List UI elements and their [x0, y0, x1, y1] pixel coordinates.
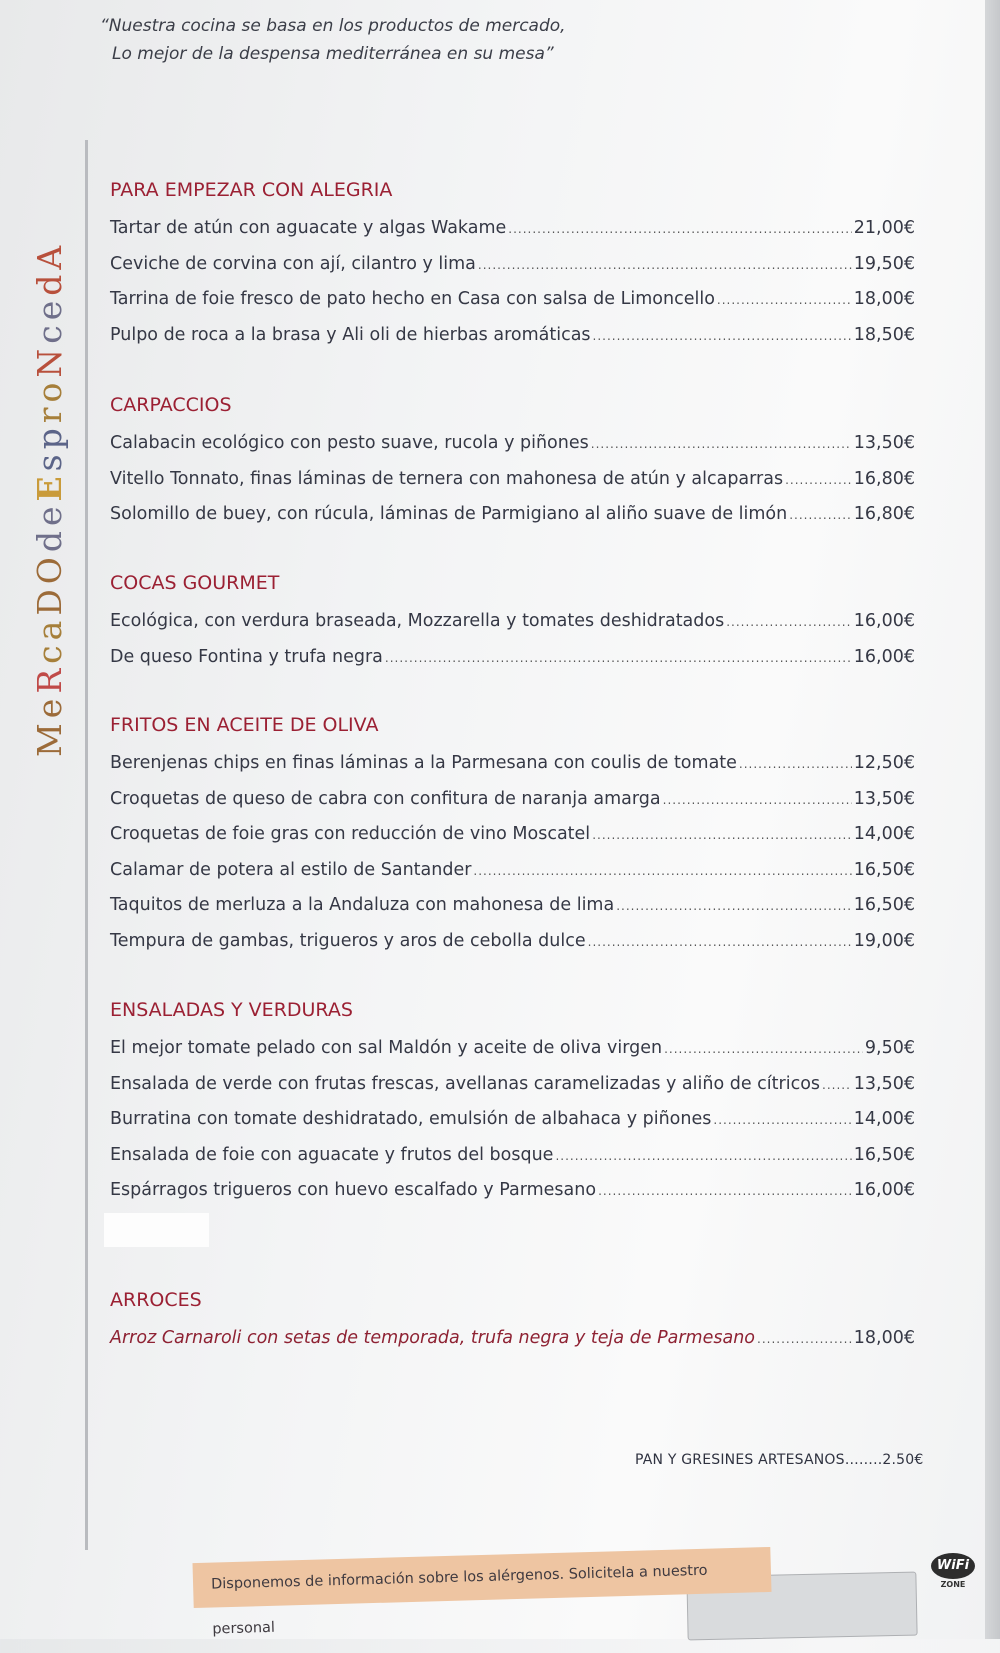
- section-title: PARA EMPEZAR CON ALEGRIA: [110, 179, 393, 201]
- logo-part: N: [30, 343, 69, 378]
- item-price: 18,50€: [853, 324, 915, 345]
- logo-part: Me: [30, 693, 69, 757]
- wifi-zone-label: ZONE: [940, 1580, 966, 1589]
- item-price: 13,50€: [853, 1073, 915, 1094]
- item-name: Solomillo de buey, con rúcula, láminas de Parmigiano al aliño suave de limón: [110, 504, 788, 524]
- item-price: 16,00€: [853, 646, 915, 667]
- item-price: 21,00€: [853, 218, 915, 238]
- item-price: 16,50€: [853, 895, 915, 915]
- dot-leader: [739, 747, 852, 782]
- item-name: Ecológica, con verdura braseada, Mozzarella y tomates deshidratados: [110, 611, 725, 631]
- item-name: Tarrina de foie fresco de pato hecho en Casa con salsa de Limoncello: [110, 289, 715, 309]
- menu-item: [110, 1173, 915, 1209]
- restaurant-logo: [30, 241, 70, 757]
- section-carpaccios: [110, 392, 915, 533]
- menu-item: [110, 426, 915, 462]
- menu-item: [110, 1321, 915, 1357]
- dot-leader: [785, 463, 852, 498]
- dot-leader: [726, 605, 852, 640]
- logo-part: sp: [30, 423, 69, 472]
- item-price: 14,00€: [853, 1109, 915, 1129]
- item-name: Ensalada de foie con aguacate y frutos del bosque: [110, 1144, 554, 1165]
- dot-leader: [592, 818, 852, 853]
- logo-part: dA: [30, 240, 69, 296]
- vertical-divider: [85, 140, 88, 1550]
- item-price: 16,50€: [853, 1144, 915, 1165]
- item-name: Calamar de potera al estilo de Santander: [110, 859, 472, 880]
- logo-part: DO: [30, 552, 69, 616]
- menu-item: [110, 924, 915, 960]
- section-title: ARROCES: [110, 1289, 202, 1311]
- section-cocas-gourmet: [110, 570, 915, 675]
- menu-item: [110, 462, 915, 498]
- logo-part: ca: [30, 615, 69, 664]
- item-name: Espárragos trigueros con huevo escalfado y Parmesano: [110, 1180, 597, 1200]
- menu-item: [110, 817, 915, 853]
- menu-item: [110, 211, 915, 247]
- dot-leader: [473, 854, 851, 889]
- section-title: COCAS GOURMET: [110, 572, 280, 594]
- menu-item: [110, 247, 915, 283]
- section-title: FRITOS EN ACEITE DE OLIVA: [110, 714, 379, 736]
- menu-item: [110, 1138, 915, 1174]
- menu-item: [110, 746, 915, 782]
- item-name: Vitello Tonnato, finas láminas de ternera con mahonesa de atún y alcaparras: [110, 468, 784, 489]
- menu-item: [110, 1067, 915, 1103]
- menu-item: [110, 282, 915, 318]
- dot-leader: [789, 498, 852, 533]
- item-price: 18,00€: [853, 289, 915, 309]
- dot-leader: [713, 1103, 851, 1138]
- item-price: 16,00€: [853, 611, 915, 631]
- menu-item: [110, 318, 915, 354]
- item-price: 18,00€: [853, 1328, 915, 1348]
- item-price: 16,50€: [853, 859, 915, 880]
- logo-part: ce: [30, 295, 69, 344]
- menu-item: [110, 640, 915, 676]
- logo-part: de: [30, 501, 69, 553]
- item-name: Croquetas de queso de cabra con confitura de naranja amarga: [110, 788, 661, 809]
- dot-leader: [598, 1174, 852, 1209]
- section-ensaladas: [110, 997, 915, 1209]
- redacted-line: [104, 1213, 209, 1247]
- logo-part: ro: [30, 377, 69, 424]
- item-name: Pulpo de roca a la brasa y Ali oli de hierbas aromáticas: [110, 324, 591, 345]
- dot-leader: [508, 212, 851, 247]
- item-name: Croquetas de foie gras con reducción de vino Moscatel: [110, 824, 591, 844]
- dot-leader: [616, 889, 852, 924]
- item-price: 16,80€: [853, 468, 915, 489]
- item-price: 16,80€: [853, 504, 915, 524]
- bread-price-note: PAN Y GRESINES ARTESANOS……..2.50€: [635, 1452, 924, 1468]
- dot-leader: [591, 427, 852, 462]
- menu-item: [110, 604, 915, 640]
- dot-leader: [555, 1139, 851, 1174]
- item-name: De queso Fontina y trufa negra: [110, 646, 383, 667]
- item-price: 19,50€: [853, 253, 915, 274]
- item-price: 19,00€: [853, 930, 915, 951]
- logo-part: R: [30, 663, 69, 694]
- item-price: 16,00€: [853, 1180, 915, 1200]
- page-edge-shadow: [985, 0, 1000, 1639]
- menu-item: [110, 1102, 915, 1138]
- dot-leader: [385, 641, 852, 676]
- item-name: Tartar de atún con aguacate y algas Wakame: [110, 218, 507, 238]
- item-name: Ensalada de verde con frutas frescas, avellanas caramelizadas y aliño de cítricos: [110, 1073, 821, 1094]
- item-name: Calabacin ecológico con pesto suave, rucola y piñones: [110, 433, 589, 453]
- motto-line-2: Lo mejor de la despensa mediterránea en su mesa”: [112, 44, 554, 64]
- dot-leader: [478, 248, 852, 283]
- item-name: Taquitos de merluza a la Andaluza con mahonesa de lima: [110, 895, 615, 915]
- dot-leader: [822, 1068, 852, 1103]
- wifi-icon: WiFi: [931, 1553, 975, 1579]
- dot-leader: [757, 1322, 852, 1357]
- menu-item: [110, 497, 915, 533]
- item-price: 12,50€: [853, 753, 915, 773]
- item-name: Berenjenas chips en finas láminas a la Parmesana con coulis de tomate: [110, 753, 737, 773]
- item-price: 14,00€: [853, 824, 915, 844]
- item-name: Burratina con tomate deshidratado, emulsión de albahaca y piñones: [110, 1109, 712, 1129]
- item-name: El mejor tomate pelado con sal Maldón y aceite de oliva virgen: [110, 1038, 663, 1058]
- dot-leader: [593, 319, 852, 354]
- menu-item: [110, 1031, 915, 1067]
- section-para-empezar: [110, 177, 915, 353]
- section-title: CARPACCIOS: [110, 394, 232, 416]
- item-name: Ceviche de corvina con ají, cilantro y lima: [110, 253, 476, 274]
- item-name: Tempura de gambas, trigueros y aros de cebolla dulce: [110, 930, 586, 951]
- dot-leader: [664, 1032, 863, 1067]
- wifi-zone-logo: [930, 1553, 976, 1605]
- dot-leader: [588, 925, 852, 960]
- allergen-notice: Disponemos de información sobre los alérgenos. Solicitela a nuestro personal: [192, 1547, 771, 1608]
- menu-item: [110, 888, 915, 924]
- item-price: 9,50€: [864, 1038, 915, 1058]
- item-price: 13,50€: [853, 788, 915, 809]
- menu-item: [110, 782, 915, 818]
- menu-item: [110, 853, 915, 889]
- logo-part: E: [30, 471, 69, 502]
- section-title: ENSALADAS Y VERDURAS: [110, 999, 353, 1021]
- motto-line-1: “Nuestra cocina se basa en los productos de mercado,: [100, 16, 566, 36]
- dot-leader: [663, 783, 852, 818]
- section-arroces: [110, 1287, 915, 1357]
- item-name: Arroz Carnaroli con setas de temporada, trufa negra y teja de Parmesano: [110, 1328, 755, 1348]
- item-price: 13,50€: [853, 433, 915, 453]
- dot-leader: [717, 283, 852, 318]
- motto-quote: [100, 12, 566, 68]
- section-fritos: [110, 712, 915, 959]
